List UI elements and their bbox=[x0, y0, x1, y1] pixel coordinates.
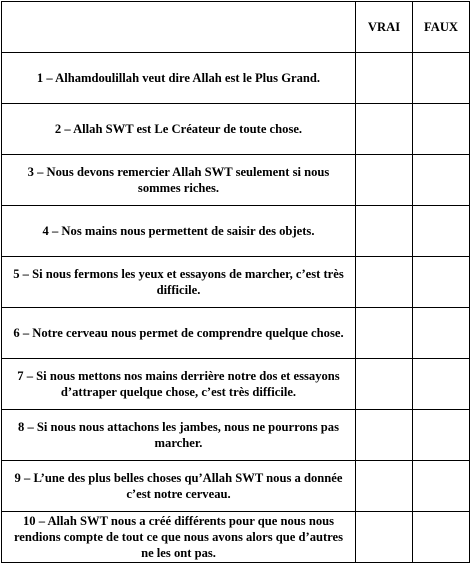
statement-text: 4 – Nos mains nous permettent de saisir des objets. bbox=[2, 206, 356, 257]
false-answer-cell[interactable] bbox=[413, 104, 470, 155]
false-answer-cell[interactable] bbox=[413, 410, 470, 461]
true-false-table bbox=[1, 1, 470, 563]
statement-text: 1 – Alhamdoulillah veut dire Allah est le Plus Grand. bbox=[2, 53, 356, 104]
true-answer-cell[interactable] bbox=[356, 461, 413, 512]
statement-text: 7 – Si nous mettons nos mains derrière notre dos et essayons d’attraper quelque chose, c’est très difficile. bbox=[2, 359, 356, 410]
true-answer-cell[interactable] bbox=[356, 53, 413, 104]
table-header-row bbox=[2, 2, 470, 53]
true-answer-cell[interactable] bbox=[356, 512, 413, 563]
table-row bbox=[2, 53, 470, 104]
true-answer-cell[interactable] bbox=[356, 155, 413, 206]
true-answer-cell[interactable] bbox=[356, 410, 413, 461]
statement-text: 8 – Si nous nous attachons les jambes, nous ne pourrons pas marcher. bbox=[2, 410, 356, 461]
statement-text: 3 – Nous devons remercier Allah SWT seulement si nous sommes riches. bbox=[2, 155, 356, 206]
true-answer-cell[interactable] bbox=[356, 308, 413, 359]
statement-text: 5 – Si nous fermons les yeux et essayons de marcher, c’est très difficile. bbox=[2, 257, 356, 308]
table-row bbox=[2, 257, 470, 308]
statement-text: 2 – Allah SWT est Le Créateur de toute chose. bbox=[2, 104, 356, 155]
table-row bbox=[2, 206, 470, 257]
statement-column-header bbox=[2, 2, 356, 53]
false-answer-cell[interactable] bbox=[413, 308, 470, 359]
false-column-header: FAUX bbox=[413, 2, 470, 53]
table-row bbox=[2, 512, 470, 563]
true-answer-cell[interactable] bbox=[356, 257, 413, 308]
false-answer-cell[interactable] bbox=[413, 359, 470, 410]
false-answer-cell[interactable] bbox=[413, 461, 470, 512]
table-row bbox=[2, 155, 470, 206]
false-answer-cell[interactable] bbox=[413, 512, 470, 563]
false-answer-cell[interactable] bbox=[413, 257, 470, 308]
table-row bbox=[2, 359, 470, 410]
table-row bbox=[2, 410, 470, 461]
statement-text: 10 – Allah SWT nous a créé différents pour que nous nous rendions compte de tout ce que nous avons alors que d’autres ne les ont pas. bbox=[2, 512, 356, 563]
true-answer-cell[interactable] bbox=[356, 359, 413, 410]
table-row bbox=[2, 308, 470, 359]
true-column-header: VRAI bbox=[356, 2, 413, 53]
true-answer-cell[interactable] bbox=[356, 104, 413, 155]
false-answer-cell[interactable] bbox=[413, 155, 470, 206]
table-row bbox=[2, 104, 470, 155]
statement-text: 9 – L’une des plus belles choses qu’Allah SWT nous a donnée c’est notre cerveau. bbox=[2, 461, 356, 512]
table-row bbox=[2, 461, 470, 512]
false-answer-cell[interactable] bbox=[413, 53, 470, 104]
false-answer-cell[interactable] bbox=[413, 206, 470, 257]
true-answer-cell[interactable] bbox=[356, 206, 413, 257]
statement-text: 6 – Notre cerveau nous permet de comprendre quelque chose. bbox=[2, 308, 356, 359]
